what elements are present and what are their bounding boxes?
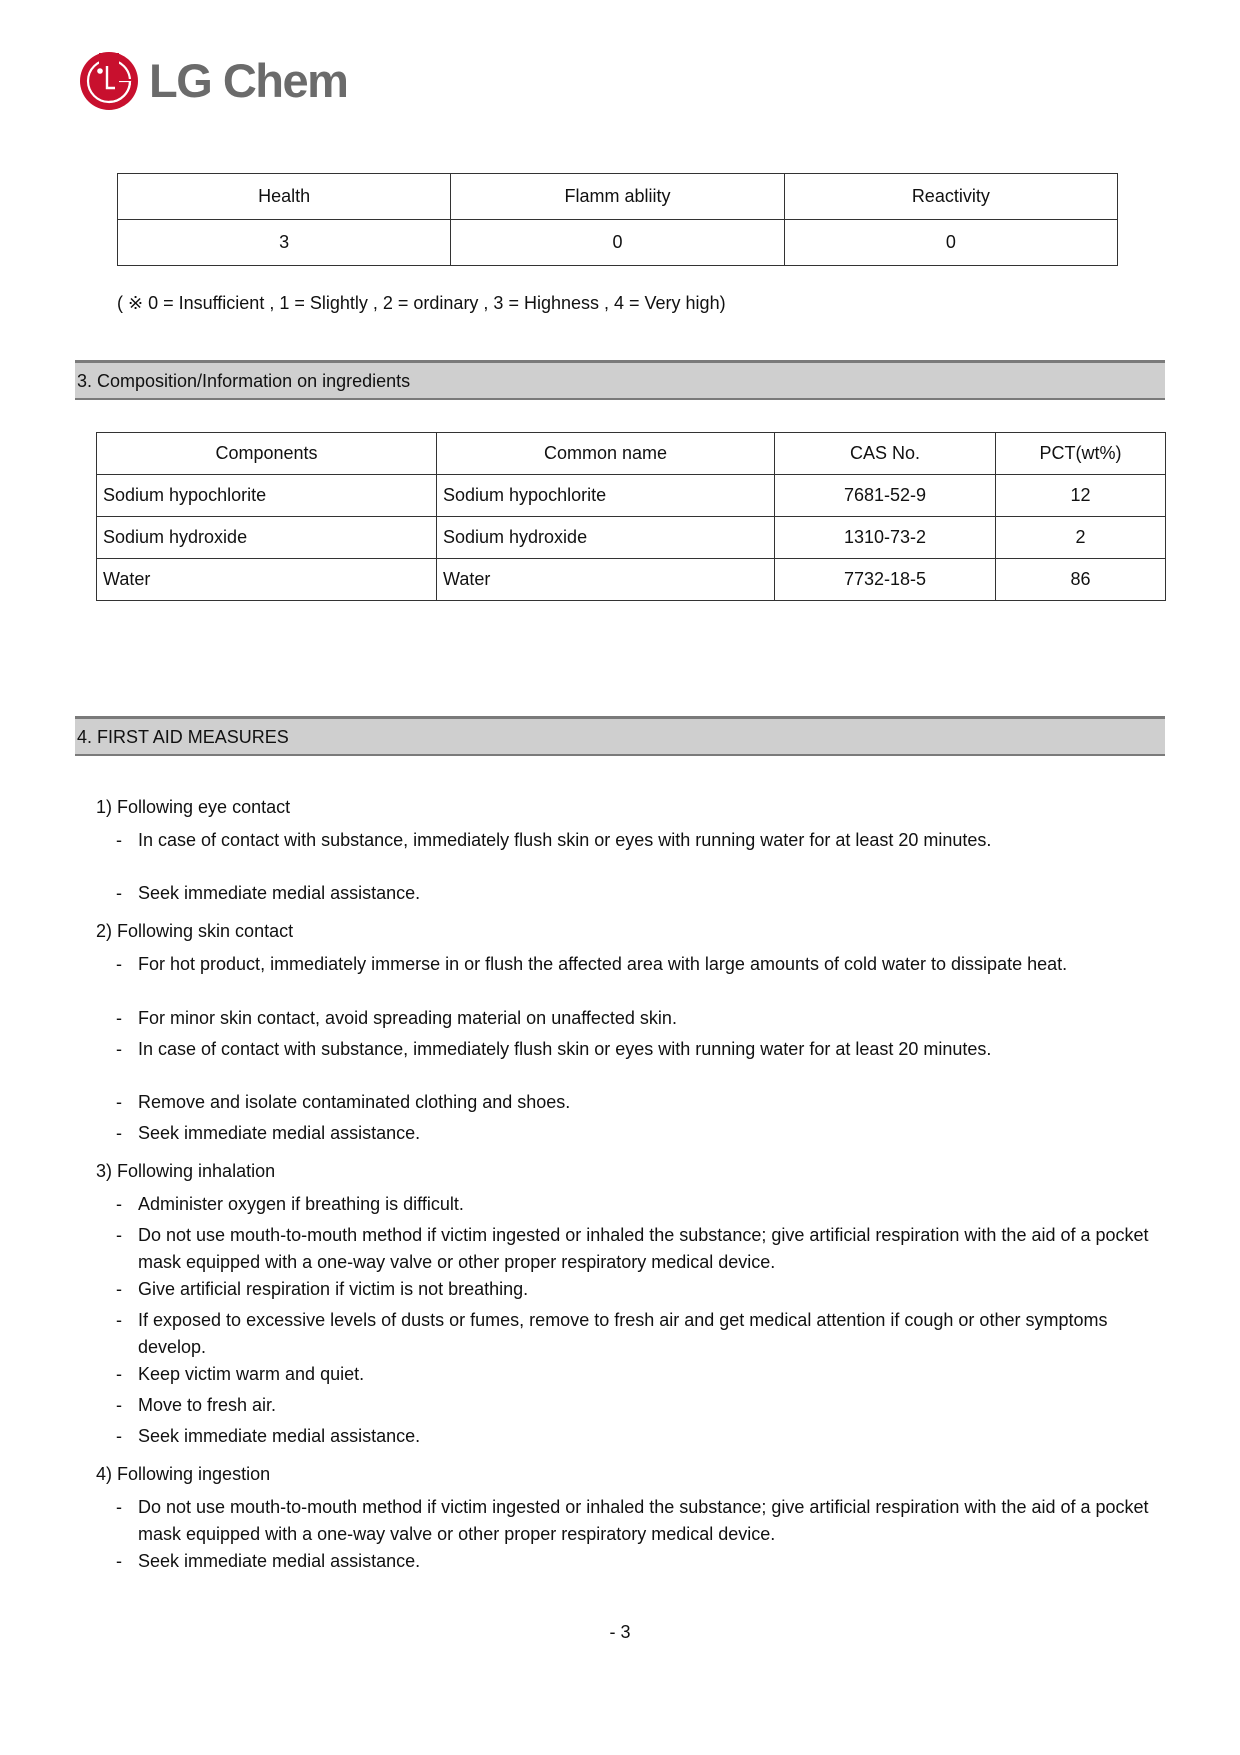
list-item: - If exposed to excessive levels of dusts or fumes, remove to fresh air and get medical attention if cough or other symptoms develop. <box>116 1310 1108 1357</box>
list-item: - Do not use mouth-to-mouth method if victim ingested or inhaled the substance; give artificial respiration with the aid of a pocket mask equipped with a one-way valve or other proper respiratory medical device. <box>116 1225 1149 1272</box>
list-item: - Give artificial respiration if victim is not breathing. <box>116 1279 529 1299</box>
list-item-text: Do not use mouth-to-mouth method if victim ingested or inhaled the substance; give artificial respiration with the aid of a pocket mask equipped with a one-way valve or other proper respiratory medical device. <box>138 1497 1149 1544</box>
section-4-header: 4. FIRST AID MEASURES <box>75 716 1165 756</box>
hazard-rating-legend: ( ※ 0 = Insufficient , 1 = Slightly , 2 = ordinary , 3 = Highness , 4 = Very high) <box>117 293 726 313</box>
first-aid-content <box>96 795 1176 1575</box>
list-item: - Seek immediate medial assistance. <box>116 1426 421 1446</box>
list-item: - Seek immediate medial assistance. <box>116 1551 421 1571</box>
hazard-value-reactivity: 0 <box>784 220 1117 266</box>
list-item-text: Seek immediate medial assistance. <box>138 1123 421 1143</box>
cell-cas-no: 7681-52-9 <box>775 475 996 517</box>
ingestion-heading: 4) Following ingestion <box>96 1464 271 1484</box>
cell-component: Sodium hydroxide <box>97 517 437 559</box>
composition-table <box>96 432 1166 601</box>
list-item: - Keep victim warm and quiet. <box>116 1364 365 1384</box>
list-item-text: Seek immediate medial assistance. <box>138 1551 421 1571</box>
hazard-value-row <box>118 220 1118 266</box>
cell-common-name: Water <box>437 559 775 601</box>
hazard-value-health: 3 <box>118 220 451 266</box>
cell-component: Water <box>97 559 437 601</box>
cell-common-name: Sodium hypochlorite <box>437 475 775 517</box>
hazard-rating-table <box>117 173 1118 266</box>
hazard-header-flammability: Flamm abliity <box>451 174 784 220</box>
list-item-text: Remove and isolate contaminated clothing and shoes. <box>138 1092 571 1112</box>
list-item-text: Do not use mouth-to-mouth method if victim ingested or inhaled the substance; give artificial respiration with the aid of a pocket mask equipped with a one-way valve or other proper respiratory medical device. <box>138 1225 1149 1272</box>
col-header-cas-no: CAS No. <box>775 433 996 475</box>
list-item: - Seek immediate medial assistance. <box>116 883 421 903</box>
list-item-text: Seek immediate medial assistance. <box>138 1426 421 1446</box>
hazard-header-reactivity: Reactivity <box>784 174 1117 220</box>
list-item-text: Give artificial respiration if victim is not breathing. <box>138 1279 529 1299</box>
list-item: - Remove and isolate contaminated clothing and shoes. <box>116 1092 571 1112</box>
page-number: - 3 <box>609 1622 631 1642</box>
hazard-header-health: Health <box>118 174 451 220</box>
cell-cas-no: 1310-73-2 <box>775 517 996 559</box>
hazard-value-flammability: 0 <box>451 220 784 266</box>
list-item-text: For minor skin contact, avoid spreading material on unaffected skin. <box>138 1008 677 1028</box>
cell-component: Sodium hypochlorite <box>97 475 437 517</box>
cell-pct: 12 <box>996 475 1166 517</box>
cell-cas-no: 7732-18-5 <box>775 559 996 601</box>
list-item-text: In case of contact with substance, immediately flush skin or eyes with running water for at least 20 minutes. <box>138 1039 992 1059</box>
table-row <box>97 559 1166 601</box>
list-item-text: In case of contact with substance, immediately flush skin or eyes with running water for at least 20 minutes. <box>138 830 992 850</box>
lg-logo-icon <box>79 51 139 111</box>
list-item: - Do not use mouth-to-mouth method if victim ingested or inhaled the substance; give artificial respiration with the aid of a pocket mask equipped with a one-way valve or other proper respiratory medical device. <box>116 1497 1149 1544</box>
hazard-header-row <box>118 174 1118 220</box>
list-item: - In case of contact with substance, immediately flush skin or eyes with running water for at least 20 minutes. <box>116 830 992 850</box>
list-item-text: If exposed to excessive levels of dusts or fumes, remove to fresh air and get medical attention if cough or other symptoms develop. <box>138 1310 1108 1357</box>
col-header-components: Components <box>97 433 437 475</box>
table-row <box>97 475 1166 517</box>
logo-text: LG Chem <box>149 54 348 107</box>
list-item-text: Seek immediate medial assistance. <box>138 883 421 903</box>
col-header-pct: PCT(wt%) <box>996 433 1166 475</box>
list-item: - Move to fresh air. <box>116 1395 277 1415</box>
list-item: - In case of contact with substance, immediately flush skin or eyes with running water for at least 20 minutes. <box>116 1039 992 1059</box>
list-item-text: For hot product, immediately immerse in or flush the affected area with large amounts of cold water to dissipate heat. <box>138 954 1068 974</box>
list-item: - Seek immediate medial assistance. <box>116 1123 421 1143</box>
list-item-text: Move to fresh air. <box>138 1395 277 1415</box>
col-header-common-name: Common name <box>437 433 775 475</box>
lg-chem-logo <box>79 51 347 111</box>
cell-common-name: Sodium hydroxide <box>437 517 775 559</box>
skin-contact-heading: 2) Following skin contact <box>96 921 294 941</box>
cell-pct: 86 <box>996 559 1166 601</box>
section-3-header: 3. Composition/Information on ingredients <box>75 360 1165 400</box>
eye-contact-heading: 1) Following eye contact <box>96 797 291 817</box>
cell-pct: 2 <box>996 517 1166 559</box>
list-item: - Administer oxygen if breathing is difficult. <box>116 1194 464 1214</box>
inhalation-heading: 3) Following inhalation <box>96 1161 276 1181</box>
list-item: - For minor skin contact, avoid spreading material on unaffected skin. <box>116 1008 677 1028</box>
list-item-text: Administer oxygen if breathing is difficult. <box>138 1194 464 1214</box>
list-item: - For hot product, immediately immerse in or flush the affected area with large amounts of cold water to dissipate heat. <box>116 954 1068 974</box>
list-item-text: Keep victim warm and quiet. <box>138 1364 365 1384</box>
table-row <box>97 517 1166 559</box>
composition-header-row <box>97 433 1166 475</box>
